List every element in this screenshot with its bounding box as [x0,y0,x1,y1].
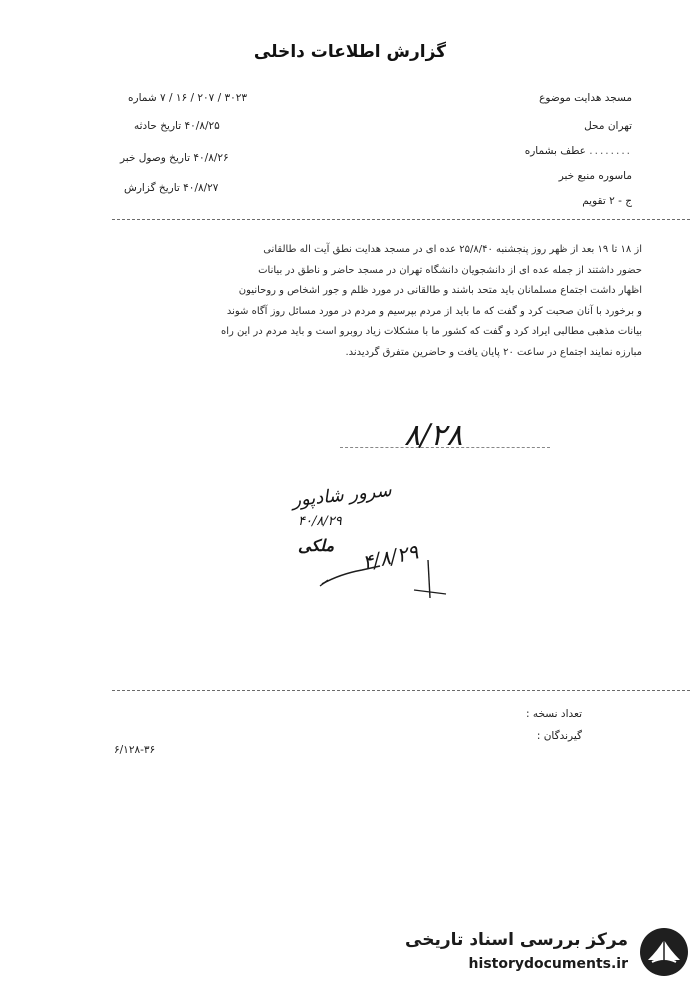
header-divider [112,219,690,220]
meta-rating-label: تقویم [582,195,606,207]
meta-location [584,120,642,132]
watermark-url: historydocuments.ir [468,956,628,972]
body-line: مبارزه نمایند اجتماع در ساعت ۲۰ پایان یافت و حاضرین متفرق گردیدند. [345,346,642,358]
recipients: گیرندگان : [536,730,582,742]
handwritten-stamp-number: ۸/۲۸ [404,418,463,453]
meta-incident-date [134,120,272,132]
meta-received-date [120,152,272,164]
meta-number-value: ۳۰۲۳ / ۲۰۷ / ۱۶ / ۷ [159,92,248,104]
body-line: بیانات مذهبی مطالبی ایراد کرد و گفت که کشور ما با مشکلات زیاد روبرو است و باید مردم در این راه [220,326,642,337]
meta-number [128,92,288,104]
handwritten-strokes [310,540,460,610]
handwritten-signature-date: ۴۰/۸/۲۹ [298,514,342,529]
meta-reference-value: ........ [589,145,632,157]
meta-reference [525,145,642,157]
meta-rating [582,195,642,207]
body-line: از ۱۸ تا ۱۹ بعد از ظهر روز پنجشنبه ۲۵/۸/۴۰ عده ای در مسجد هدایت نطق آیت اله طالقانی [263,244,642,255]
meta-source-label: منبع خبر [558,170,596,182]
body-line: و برخورد با آنان صحبت کرد و گفت که ما باید از مردم بپرسیم و مردم در مورد مسائل روز آگاه شوند [226,305,642,317]
meta-location-label: محل [584,120,605,132]
handwritten-signature: سرور شادپور [291,479,393,512]
meta-subject-label: موضوع [539,92,571,104]
meta-source [559,170,642,182]
meta-reference-label: عطف بشماره [524,145,586,157]
reference-code: ۶/۱۲۸-۳۶ [114,744,156,756]
meta-report-date [124,182,272,194]
handwritten-second-date: ۴/۸/۲۹ [360,539,421,575]
meta-rating-value: ج - ۲ [609,195,632,207]
stamp-underline [340,447,550,448]
meta-report-date-label: تاریخ گزارش [124,182,180,194]
meta-source-value: ماسوره [598,170,632,182]
meta-received-date-label: تاریخ وصول خبر [120,152,191,164]
meta-number-label: شماره [128,92,157,104]
meta-incident-date-value: ۴۰/۸/۲۵ [184,120,220,132]
body-line: حضور داشتند از جمله عده ای از دانشجویان دانشگاه تهران در مسجد حاضر و ناطق در بیانات [258,264,642,276]
meta-incident-date-label: تاریخ حادثه [134,120,182,132]
body-line: اظهار داشت اجتماع مسلمانان باید متحد باشند و طالقانی در مورد ظلم و جور اشخاص و روحانیون [238,285,642,296]
meta-location-value: تهران [607,120,632,132]
watermark-org-name: مرکز بررسی اسناد تاریخی [405,930,628,950]
footer-divider [112,690,690,691]
copies-count: تعداد نسخه : [525,708,582,720]
meta-subject [539,92,642,104]
report-body [118,240,642,363]
meta-received-date-value: ۴۰/۸/۲۶ [193,152,229,164]
archive-watermark [405,924,696,982]
document-title: گزارش اطلاعات داخلی [253,42,447,62]
meta-report-date-value: ۴۰/۸/۲۷ [183,182,219,194]
handwritten-second-signature: ملکی [298,536,335,555]
book-logo-icon [636,926,692,978]
meta-subject-value: مسجد هدایت [574,92,632,104]
